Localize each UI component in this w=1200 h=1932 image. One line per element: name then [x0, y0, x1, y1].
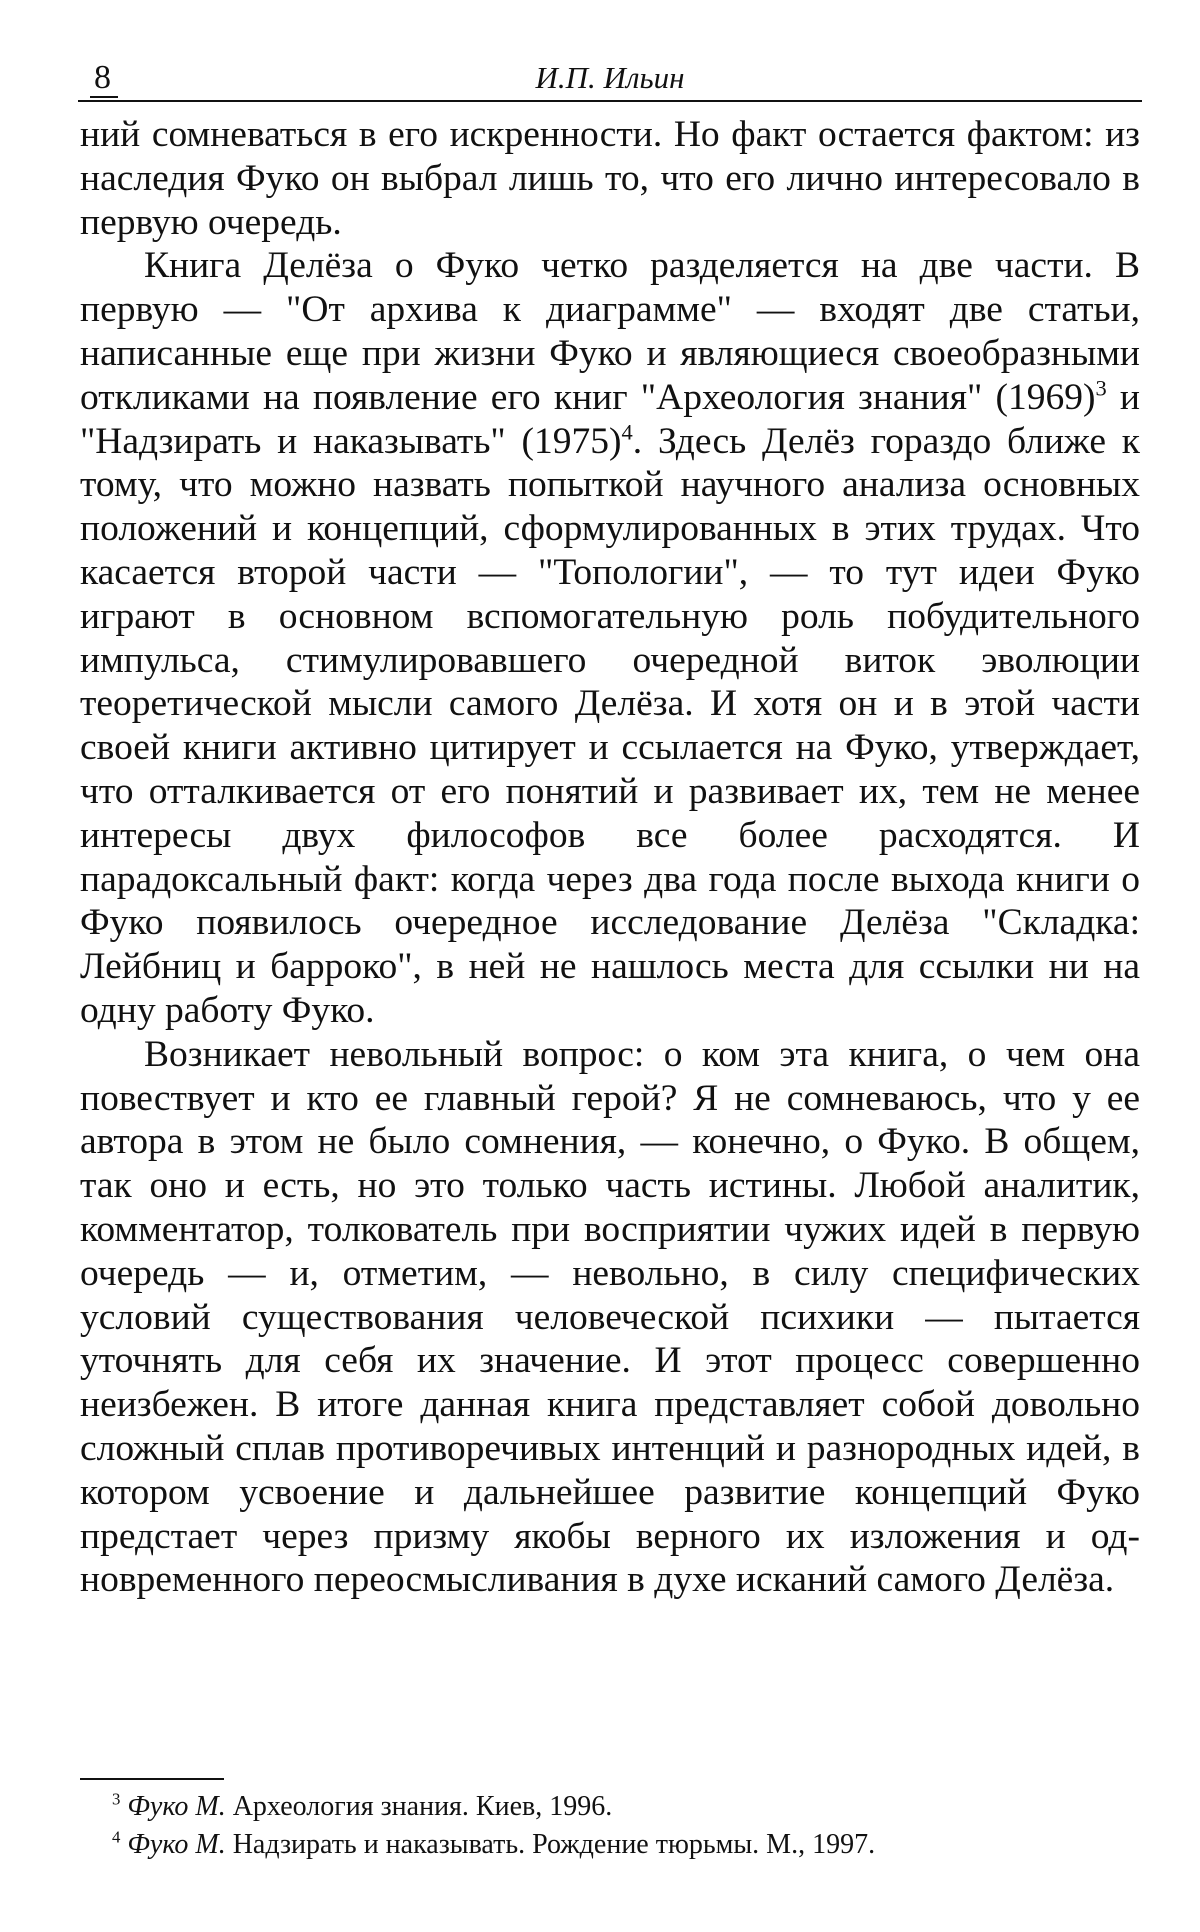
- running-head: [78, 58, 1142, 102]
- footnote-4: [112, 1826, 1132, 1864]
- header-rule: [78, 100, 1142, 102]
- footnote-text: Археология знания. Киев, 1996.: [225, 1791, 613, 1822]
- running-head-author: И.П. Ильин: [535, 60, 685, 95]
- footnote-marker: 4: [112, 1827, 121, 1847]
- footnote-ref-3: 3: [1095, 375, 1107, 401]
- footnote-text: Надзирать и наказывать. Рождение тюрьмы. М., 1997.: [225, 1829, 876, 1860]
- paragraph-question: Возникает невольный вопрос: о ком эта книга, о чем она повествует и кто ее главный герой? Я не сомневаюсь, что у ее автора в этом не было сомнения, — конечно, о Фуко. В общем, так оно и есть, но это только часть истины. Любой аналитик, комментатор, толкователь при восприятии чужих идей в первую очередь — и, отметим, — невольно, в силу специфических условий существования человеческой психики — пытается уточнять для себя их значение. И этот процесс совершенно неизбежен. В итоге данная книга представляет собой довольно сложный сплав противоречивых интенций и разнородных идей, в котором усвоение и дальнейшее развитие концепций Фуко предстает через призму якобы верного их изложения и одновременного переосмысливания в духе исканий самого Делёза.: [80, 1033, 1140, 1601]
- paragraph-text: Книга Делёза о Фуко четко разделяется на две части. В первую — "От архива к диаграмме" — входят две статьи, написанные еще при жизни Фуко и являющиеся своеобразными откликами на появление его книг "Археология знания" (1969): [80, 245, 1140, 418]
- paragraph-text: . Здесь Делёз гораздо ближе к тому, что можно назвать попыткой научного анализа основных положений и концепций, сформулированных в этих трудах. Что касается второй части — "Топологии", — то тут идеи Фуко играют в основном вспомогательную роль побудительного импульса, стимулировавшего очередной виток эволюции теоретической мысли самого Делёза. И хотя он и в этой части своей книги активно цитирует и ссылается на Фуко, утверждает, что отталкивается от его понятий и развивает их, тем не менее интересы двух философов все более расходятся. И парадоксальный факт: когда через два года после выхода книги о Фуко появилось очередное исследование Делёза "Складка: Лейбниц и барроко", в ней не нашлось места для ссылки ни на одну работу Фуко.: [80, 420, 1140, 1031]
- paragraph-text: и "Надзирать и наказывать" (1975): [80, 376, 1140, 462]
- body-text: [80, 113, 1140, 1602]
- page-number: 8: [94, 59, 111, 96]
- footnote-author: Фуко М.: [127, 1829, 226, 1860]
- footnotes: [112, 1788, 1132, 1864]
- footnote-ref-4: 4: [621, 419, 633, 445]
- paragraph-continued: ний сомневаться в его искренности. Но факт остается фактом: из наследия Фуко он выбрал лишь то, что его лично интересовало в первую очередь.: [80, 114, 1140, 243]
- footnote-3: [112, 1788, 1132, 1826]
- footnote-marker: 3: [112, 1789, 121, 1809]
- footnote-rule: [80, 1778, 224, 1780]
- footnote-author: Фуко М.: [127, 1791, 226, 1822]
- paragraph-deleuze-book: [80, 244, 1140, 1032]
